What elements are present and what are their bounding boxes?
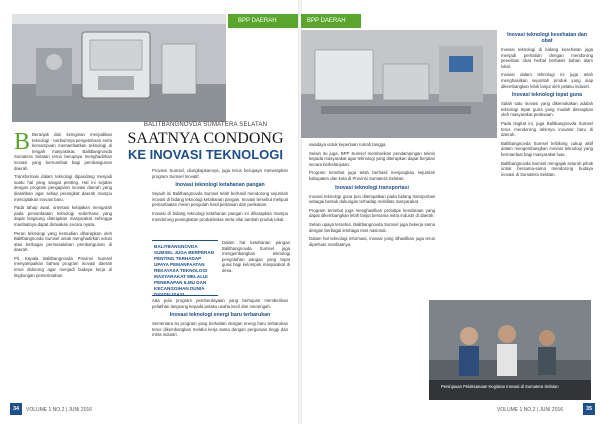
subheading-transportation: Inovasi teknologi transportasi [335, 184, 409, 191]
pull-quote: BALITBANGNOVDA SUMSEL JUGA BERPERAN PENTING TERHADAP UPAYA PEMANFAATAN REKAYASA TEKNOLOGI MASYARAKAT MELALUI PENERAPAN ILMU DAN KECANGGIHAN DUNIA DIGITALISASI [152, 240, 218, 296]
body-paragraph: Balitbangnovda Sumsel terbilang cukup aktif dalam mengembangkan inovasi teknologi yang bermanfaat bagi masyarakat luas. [501, 140, 593, 157]
body-paragraph: Pit. Kepala Balitbangnovda Provinsi Sumsel menyampaikan bahwa program inovasi daerah terus didorong agar menjadi budaya kerja di lingkungan pemerintahan. [14, 255, 112, 278]
issue-footer-left: VOLUME 1 NO.2 | JUNI 2016 [26, 407, 93, 413]
equipment-illustration [12, 14, 226, 122]
left-page [0, 0, 299, 424]
body-paragraph: Selain upaya tersebut, Balitbangnovda Sumsel juga bekerja sama dengan berbagai lembaga riset nasional. [309, 221, 435, 233]
article-kicker: BALITBANGNOVDA SUMATERA SELATAN [143, 122, 268, 128]
body-paragraph: Balitbangnovda Sumsel mengajak seluruh pihak untuk bersama-sama mendorong budaya inovasi di Sumatera Selatan. [501, 160, 593, 177]
body-paragraph: Sejauh ini Balitbangnovda Sumsel telah berhasil mendorong sejumlah inovasi di bidang teknologi ketahanan pangan. Inovasi tersebut meliputi pemanfaatan mesin pengolah hasil pertanian dan perikanan. [152, 191, 288, 208]
subheading-renewable-energy: Inovasi teknologi energi baru terbarukan [169, 312, 271, 319]
body-paragraph: Inovasi teknologi di bidang kesehatan juga menjadi perhatian dengan mendorong penelitian obat herbal berbasis bahan alam lokal. [501, 47, 593, 69]
section-header-label: BPP DAERAH [238, 18, 277, 24]
body-paragraph: swadaya untuk keperluan rumah tangga. [309, 142, 387, 147]
body-paragraph: Dalam hal teknologi informasi, inovasi yang dihasilkan juga terus diperluas manfaatnya. [309, 236, 435, 247]
drop-cap: B [14, 132, 31, 155]
body-paragraph: Ada pula program pemberdayaan yang bertujuan memberikan pelatihan langsung kepada pelaku usaha kecil dan menengah. [152, 298, 288, 309]
article-column-1 [14, 132, 112, 398]
article-title-block [118, 122, 293, 162]
body-paragraph: Inovasi teknologi guna pun ditempatkan pada bidang transportasi sebagai bentuk dukungan terhadap mobilitas masyarakat. [309, 193, 435, 205]
body-paragraph: Program tersebut juga menghasilkan prototipe kendaraan yang dapat dikembangkan lebih lanjut bersama mitra industri di daerah. [309, 207, 435, 219]
body-paragraph: Transformasi dalam teknologi dipandang menjadi suatu hal yang sangat penting. Hal ini sejalan dengan program pengajaran inovasi daerah yang diarahkan agar setiap perangkat daerah mampu menciptakan inovasi baru. [14, 174, 112, 202]
body-paragraph: Inovasi di bidang teknologi ketahanan pangan ini diharapkan mampu mendorong peningkatan produktivitas serta nilai tambah produk lokal. [152, 210, 288, 222]
page-number-left: 34 [10, 403, 22, 415]
photo-caption: Peninjauan Pelaksanaan Kegiatan Inovasi di Sumatera Selatan [441, 384, 559, 389]
body-paragraph: Inovasi dalam teknologi ini juga telah menghasilkan sejumlah produk yang siap dikembangkan lebih lanjut oleh pelaku industri. [501, 72, 593, 89]
article-column-2-top [152, 168, 288, 238]
body-paragraph: Peran teknologi yang kemudian diharapkan oleh Balitbangnovda Sumsel untuk menghadirkan solusi atas berbagai permasalahan pembangunan di daerah. [14, 230, 112, 253]
page-number-right: 35 [583, 403, 595, 415]
body-paragraph: Pada tingkat ini, juga Balitbangnovda Sumsel terus mendorong lahirnya inovator baru di daerah. [501, 120, 593, 138]
article-title-line2: KE INOVASI TEKNOLOGI [127, 147, 284, 162]
article-photo-lab [301, 30, 497, 138]
subheading-appropriate-tech: Inovasi teknologi tepat guna [511, 92, 583, 99]
body-paragraph: Dalam hal ketahanan pangan Balitbangnovda Sumsel juga mengembangkan teknologi pengolahan pangan yang tepat guna bagi kelompok masyarakat di desa. [222, 240, 290, 273]
body-paragraph: Program tersebut juga telah berhasil menjangkau sejumlah kabupaten dan kota di Provinsi Sumatera Selatan. [309, 170, 435, 181]
issue-footer-right: VOLUME 1 NO.2 | JUNI 2016 [497, 407, 564, 413]
lab-illustration [301, 30, 497, 138]
body-paragraph: Provinsi Sumsel, diungkapkannya, juga terus berupaya menerapkan program Sumsel Inovatif. [152, 168, 288, 179]
subheading-food-security: Inovasi teknologi ketahanan pangan [175, 182, 265, 189]
body-paragraph: Salah satu inovasi yang dikemukakan adalah teknologi tepat guna yang mudah diterapkan oleh masyarakat pedesaan. [501, 101, 593, 118]
article-column-2-side [222, 240, 290, 296]
right-column-2 [501, 30, 593, 296]
lead-paragraph: B Beranjak dari keinginan menjadikan teknologi - tumbuhnya pengetahuan serta kemampuan memanfaatkan teknologi di tengah masyarakat, Balitbangnovda Sumatera Selatan terus berupaya menghadirkan inovasi yang bermanfaat bagi pembangunan daerah. [14, 132, 112, 171]
article-column-2-bottom [152, 298, 288, 398]
right-page [301, 0, 600, 424]
right-column-1 [309, 142, 435, 400]
body-paragraph: Pada tahap awal, orientasi kebijakan mengarah pada pemanfaatan teknologi sederhana yang dapat langsung diterapkan masyarakat sehingga manfaatnya dapat dirasakan secara nyata. [14, 205, 112, 227]
section-header-label: BPP DAERAH [307, 18, 346, 24]
article-photo-equipment [12, 14, 226, 122]
subheading-health: Inovasi teknologi kesehatan dan obat [507, 32, 587, 44]
body-paragraph: Selain itu juga, BPP Sumsel memberikan pendampingan teknis kepada masyarakat agar teknologi yang diterapkan dapat berjalan secara berkelanjutan. [309, 150, 435, 167]
article-title-line1: SAATNYA CONDONG [127, 130, 284, 147]
body-paragraph: Sementara itu program yang berkaitan dengan energi baru terbarukan terus dikembangkan melalui kerja sama dengan perguruan tinggi dan mitra industri. [152, 321, 288, 338]
